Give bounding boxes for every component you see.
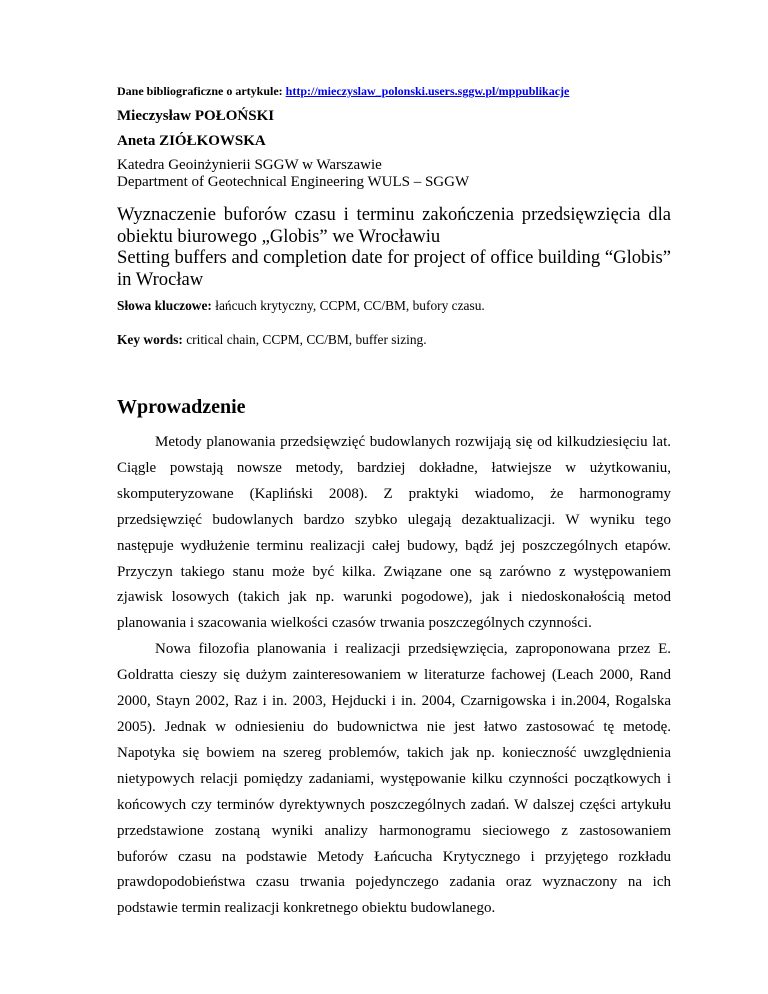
paragraph-1: Metody planowania przedsięwzięć budowlanych rozwijają się od kilkudziesięciu lat. Ciągle powstają nowsze metody, bardziej dokładne, łatwiejsze w użytkowaniu, skomputeryzowane (Kapliński 2008). Z praktyki wiadomo, że harmonogramy przedsięwzięć budowlanych bardzo szybko ulegają dezaktualizacji. W wyniku tego następuje wydłużenie terminu realizacji całej budowy, bądź jej poszczególnych etapów. Przyczyn takiego stanu może być kilka. Związane one są zarówno z występowaniem zjawisk losowych (takich jak np. warunki pogodowe), jak i niedoskonałością metod planowania i szacowania wielkości czasów trwania poszczególnych czynności. — [117, 434, 671, 632]
paragraph-2: Nowa filozofia planowania i realizacji przedsięwzięcia, zaproponowana przez E. Goldratta cieszy się dużym zainteresowaniem w literaturze fachowej (Leach 2000, Rand 2000, Stayn 2002, Raz i in. 2003, Hejducki i in. 2004, Czarnigowska i in.2004, Rogalska 2005). Jednak w odniesieniu do budownictwa nie jest łatwo zastosować tę metodę. Napotyka się bowiem na szereg problemów, takich jak np. konieczność uwzględnienia nietypowych relacji pomiędzy zadaniami, występowanie kilku czynności początkowych i końcowych czy terminów dyrektywnych poszczególnych zadań. W dalszej części artykułu przedstawione zostaną wyniki analizy harmonogramu sieciowego z zastosowaniem buforów czasu na podstawie Metody Łańcucha Krytycznego i przyjętego rozkładu prawdopodobieństwa czasu trwania pojedynczego zadania oraz wyznaczony na ich podstawie termin realizacji konkretnego obiektu budowlanego. — [117, 641, 671, 917]
keywords-en-label: Key words: — [117, 332, 183, 347]
author-2: Aneta ZIÓŁKOWSKA — [117, 133, 266, 149]
section-body — [117, 430, 671, 922]
keywords-pl-text: łańcuch krytyczny, CCPM, CC/BM, bufory czasu. — [215, 298, 485, 313]
publications-link[interactable]: http://mieczyslaw_polonski.users.sggw.pl/mppublikacje — [285, 84, 570, 98]
title-pl: Wyznaczenie buforów czasu i terminu zakończenia przedsięwzięcia dla obiektu biurowego „Globis” we Wrocławiu — [117, 204, 671, 247]
article-title — [117, 204, 671, 290]
title-en: Setting buffers and completion date for project of office building “Globis” in Wrocław — [117, 247, 671, 290]
affiliation-pl: Katedra Geoinżynierii SGGW w Warszawie — [117, 157, 382, 173]
keywords-pl — [117, 298, 485, 314]
affiliation-en: Department of Geotechnical Engineering WULS – SGGW — [117, 174, 470, 190]
bibliographic-label: Dane bibliograficzne o artykule: — [117, 84, 283, 98]
keywords-en-text: critical chain, CCPM, CC/BM, buffer sizing. — [186, 332, 427, 347]
keywords-pl-label: Słowa kluczowe: — [117, 298, 212, 313]
bibliographic-info — [117, 84, 569, 99]
section-heading: Wprowadzenie — [117, 396, 246, 418]
keywords-en — [117, 332, 427, 348]
author-1: Mieczysław POŁOŃSKI — [117, 108, 275, 124]
